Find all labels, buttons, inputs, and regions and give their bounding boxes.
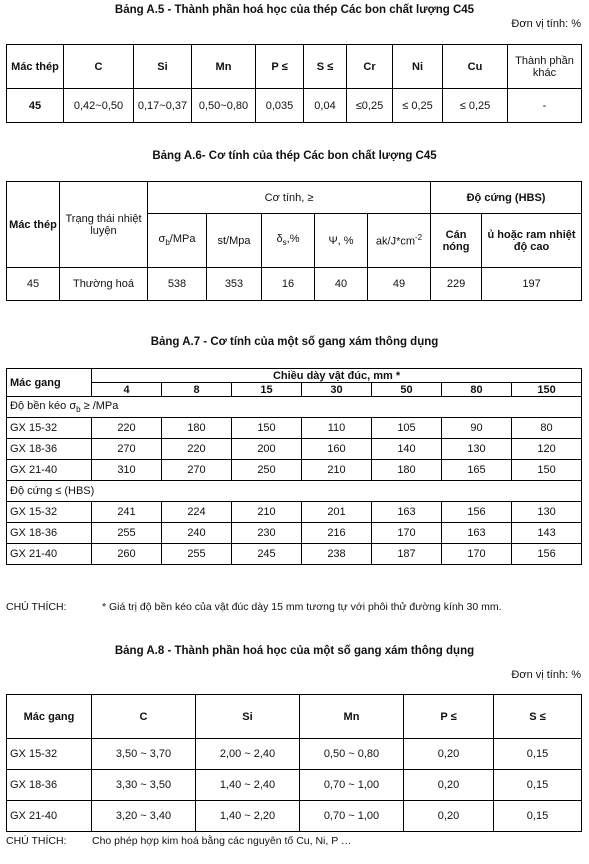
cell: GX 21-40 xyxy=(7,801,92,832)
cell: 150 xyxy=(232,418,302,439)
header-cell: Cr xyxy=(347,45,393,89)
table-row xyxy=(7,268,582,301)
table-row xyxy=(7,89,582,123)
cell: 0,20 xyxy=(404,770,494,801)
header-cell: Si xyxy=(196,695,300,739)
header-cell: Ni xyxy=(393,45,443,89)
section-do-cung: Độ cứng ≤ (HBS) xyxy=(7,481,582,502)
table-a8-unit: Đơn vị tính: % xyxy=(511,669,581,681)
cell: 3,20 ~ 3,40 xyxy=(92,801,196,832)
cell: 210 xyxy=(232,502,302,523)
header-u-hoac-ram: ủ hoặc ram nhiệt độ cao xyxy=(482,214,582,268)
header-mac-gang: Mác gang xyxy=(7,369,92,397)
cell: 0,17~0,37 xyxy=(134,89,192,123)
table-row xyxy=(7,770,582,801)
cell: 210 xyxy=(302,460,372,481)
header-delta-s: $\delta_s,\%$ xyxy=(262,214,315,268)
cell: 197 xyxy=(482,268,582,301)
header-cell: Mác thép xyxy=(7,45,64,89)
cell: 156 xyxy=(512,544,582,565)
cell: 180 xyxy=(162,418,232,439)
note-text: * Giá trị độ bền kéo của vật đúc dày 15 mm tương tự với phôi thử đường kính 30 mm. xyxy=(102,601,502,613)
cell: 45 xyxy=(7,89,64,123)
header-cell: S ≤ xyxy=(304,45,347,89)
table-a7 xyxy=(6,368,582,565)
cell: ≤0,25 xyxy=(347,89,393,123)
header-sigma-b: $\sigma_b$/MPa xyxy=(148,214,207,268)
cell: 0,15 xyxy=(494,801,582,832)
table-a5-unit: Đơn vị tính: % xyxy=(511,18,581,30)
table-a6-title: Bảng A.6- Cơ tính của thép Các bon chất lượng C45 xyxy=(152,150,437,162)
table-a6 xyxy=(6,181,582,301)
cell: 240 xyxy=(162,523,232,544)
cell: 255 xyxy=(92,523,162,544)
cell: 163 xyxy=(372,502,442,523)
cell: 105 xyxy=(372,418,442,439)
table-row xyxy=(7,502,582,523)
cell: 45 xyxy=(7,268,60,301)
cell: 220 xyxy=(92,418,162,439)
cell: 143 xyxy=(512,523,582,544)
header-chieu-day: Chiều dày vật đúc, mm * xyxy=(92,369,582,383)
header-co-tinh: Cơ tính, ≥ xyxy=(148,182,431,214)
cell: GX 21-40 xyxy=(7,544,92,565)
cell: GX 21-40 xyxy=(7,460,92,481)
cell: GX 15-32 xyxy=(7,418,92,439)
header-psi: Ψ, % xyxy=(315,214,368,268)
table-a8-note xyxy=(6,835,351,847)
table-row xyxy=(7,544,582,565)
cell: 270 xyxy=(92,439,162,460)
note-label: CHÚ THÍCH: xyxy=(6,835,67,847)
cell: 1,40 ~ 2,20 xyxy=(196,801,300,832)
table-row xyxy=(7,739,582,770)
cell: 160 xyxy=(302,439,372,460)
header-thickness: 80 xyxy=(442,383,512,397)
cell: ≤ 0,25 xyxy=(393,89,443,123)
header-mac-thep: Mác thép xyxy=(7,182,60,268)
header-thickness: 4 xyxy=(92,383,162,397)
cell: 3,50 ~ 3,70 xyxy=(92,739,196,770)
cell: 0,04 xyxy=(304,89,347,123)
cell: 110 xyxy=(302,418,372,439)
header-cell: C xyxy=(92,695,196,739)
header-cell: Mn xyxy=(192,45,256,89)
cell: 3,30 ~ 3,50 xyxy=(92,770,196,801)
header-can-nong: Cán nóng xyxy=(431,214,482,268)
header-thickness: 150 xyxy=(512,383,582,397)
cell: 170 xyxy=(442,544,512,565)
cell: 353 xyxy=(207,268,262,301)
cell: 2,00 ~ 2,40 xyxy=(196,739,300,770)
cell: GX 18-36 xyxy=(7,439,92,460)
cell: 200 xyxy=(232,439,302,460)
header-thickness: 8 xyxy=(162,383,232,397)
cell: 180 xyxy=(372,460,442,481)
header-thickness: 30 xyxy=(302,383,372,397)
header-cell: Cu xyxy=(443,45,508,89)
header-cell: P ≤ xyxy=(256,45,304,89)
table-a5 xyxy=(6,44,582,123)
table-a7-title: Bảng A.7 - Cơ tính của một số gang xám thông dụng xyxy=(150,336,439,348)
cell: 1,40 ~ 2,40 xyxy=(196,770,300,801)
table-a5-title: Bảng A.5 - Thành phần hoá học của thép Các bon chất lượng C45 xyxy=(114,4,475,16)
table-row xyxy=(7,801,582,832)
cell: 201 xyxy=(302,502,372,523)
table-row xyxy=(7,439,582,460)
cell: 130 xyxy=(442,439,512,460)
cell: 245 xyxy=(232,544,302,565)
cell: 0,15 xyxy=(494,739,582,770)
table-a8-header-row xyxy=(7,695,582,739)
cell: 187 xyxy=(372,544,442,565)
cell: 156 xyxy=(442,502,512,523)
cell: ≤ 0,25 xyxy=(443,89,508,123)
cell: Thường hoá xyxy=(60,268,148,301)
header-cell: P ≤ xyxy=(404,695,494,739)
note-text: Cho phép hợp kim hoá bằng các nguyên tố Cu, Ni, P … xyxy=(92,835,352,847)
note-label: CHÚ THÍCH: xyxy=(6,601,67,613)
cell: 150 xyxy=(512,460,582,481)
section-do-ben-keo: Độ bền kéo $\sigma_b \ge /MPa$ xyxy=(7,397,582,418)
cell: 0,70 ~ 1,00 xyxy=(300,801,404,832)
header-cell: Mn xyxy=(300,695,404,739)
cell: 90 xyxy=(442,418,512,439)
cell: 0,15 xyxy=(494,770,582,801)
cell: 165 xyxy=(442,460,512,481)
cell: 140 xyxy=(372,439,442,460)
cell: 224 xyxy=(162,502,232,523)
table-row xyxy=(7,460,582,481)
table-a8-title: Bảng A.8 - Thành phần hoá học của một số gang xám thông dụng xyxy=(114,645,475,657)
cell: 80 xyxy=(512,418,582,439)
cell: 40 xyxy=(315,268,368,301)
table-a7-note xyxy=(6,601,502,613)
cell: 255 xyxy=(162,544,232,565)
cell: 260 xyxy=(92,544,162,565)
table-row xyxy=(7,418,582,439)
cell: GX 18-36 xyxy=(7,523,92,544)
header-cell: C xyxy=(64,45,134,89)
header-cell: Si xyxy=(134,45,192,89)
cell: 16 xyxy=(262,268,315,301)
cell: 0,20 xyxy=(404,801,494,832)
cell: 238 xyxy=(302,544,372,565)
cell: 0,42~0,50 xyxy=(64,89,134,123)
header-do-cung: Độ cứng (HBS) xyxy=(431,182,582,214)
table-a8 xyxy=(6,694,582,832)
cell: 120 xyxy=(512,439,582,460)
cell: 250 xyxy=(232,460,302,481)
cell: 310 xyxy=(92,460,162,481)
table-row xyxy=(7,523,582,544)
header-cell: Thành phần khác xyxy=(508,45,582,89)
cell: 0,50~0,80 xyxy=(192,89,256,123)
header-trang-thai: Trạng thái nhiệt luyện xyxy=(60,182,148,268)
cell: 163 xyxy=(442,523,512,544)
cell: 538 xyxy=(148,268,207,301)
cell: - xyxy=(508,89,582,123)
header-thickness: 15 xyxy=(232,383,302,397)
cell: 216 xyxy=(302,523,372,544)
cell: 270 xyxy=(162,460,232,481)
cell: GX 18-36 xyxy=(7,770,92,801)
cell: 170 xyxy=(372,523,442,544)
header-thickness: 50 xyxy=(372,383,442,397)
header-cell: Mác gang xyxy=(7,695,92,739)
table-a5-header-row xyxy=(7,45,582,89)
cell: 230 xyxy=(232,523,302,544)
header-ak: $ak/J*cm^{-2}$ xyxy=(368,214,431,268)
header-cell: S ≤ xyxy=(494,695,582,739)
cell: GX 15-32 xyxy=(7,502,92,523)
cell: 0,035 xyxy=(256,89,304,123)
cell: GX 15-32 xyxy=(7,739,92,770)
cell: 0,20 xyxy=(404,739,494,770)
cell: 220 xyxy=(162,439,232,460)
cell: 229 xyxy=(431,268,482,301)
cell: 0,70 ~ 1,00 xyxy=(300,770,404,801)
cell: 0,50 ~ 0,80 xyxy=(300,739,404,770)
header-st: st/Mpa xyxy=(207,214,262,268)
cell: 130 xyxy=(512,502,582,523)
cell: 49 xyxy=(368,268,431,301)
cell: 241 xyxy=(92,502,162,523)
